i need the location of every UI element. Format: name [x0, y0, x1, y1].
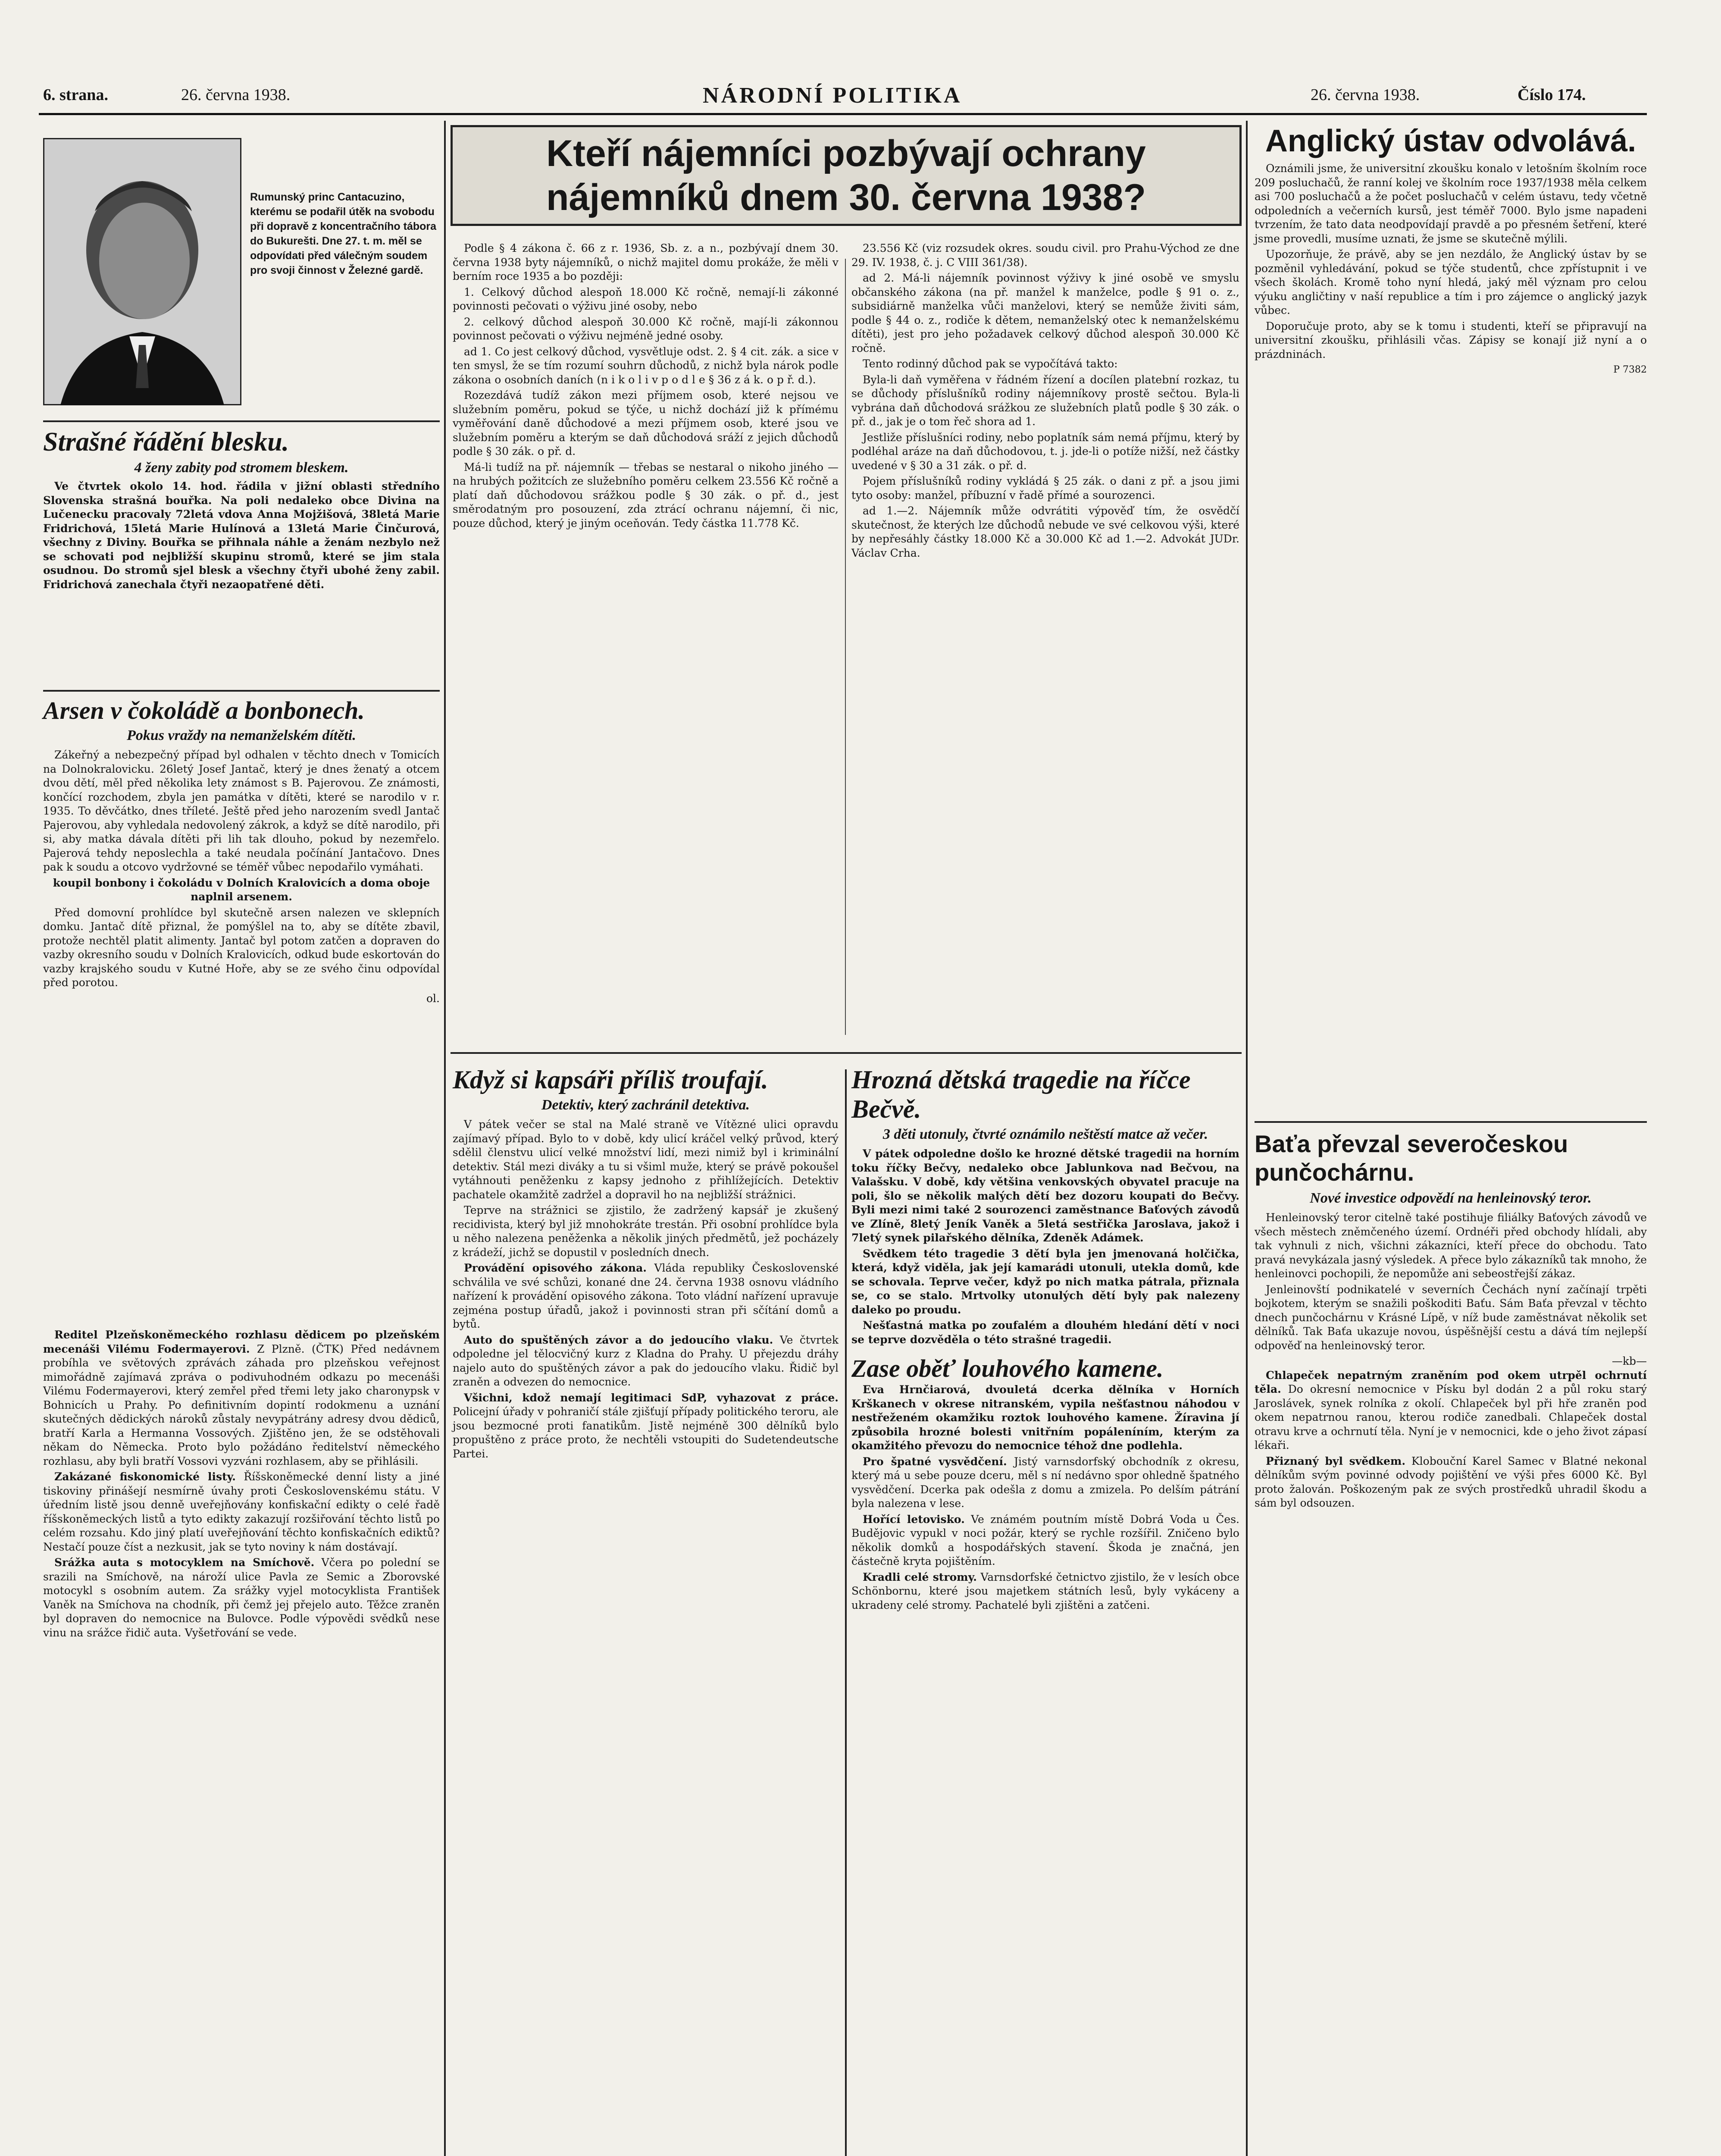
masthead-rule — [39, 113, 1647, 115]
news-item-title: Pro špatné vysvědčení. — [863, 1455, 1007, 1468]
column-rule — [845, 259, 846, 1035]
article-signature: —kb— — [1611, 1355, 1647, 1367]
newspaper-title: NÁRODNÍ POLITIKA — [703, 83, 962, 108]
article-paragraph: Teprve na strážnici se zjistilo, že zadržený kapsář je zkušený recidivista, který byl již mnohokráte trestán. Při osobní prohlídce byla u něho nalezena peněženka a několik jiných předmětů, jež pocházely z krádeží, jichž se dopustil v posledních dnech. — [453, 1204, 839, 1259]
news-item — [43, 1328, 440, 1468]
photo-caption: Rumunský princ Cantacuzino, kterému se podařil útěk na svobodu při dopravě z koncentračního tábora do Bukurešti. Dne 27. t. m. měl se odpovídati před válečným soudem pro svoji činnost v Železné gardě. — [250, 191, 437, 276]
article-bata — [1255, 1130, 1647, 1512]
article-lightning — [43, 427, 440, 592]
column-rule — [1246, 121, 1248, 2156]
article-paragraph: V pátek odpoledne došlo ke hrozné dětské tragedii na horním toku říčky Bečvy, nedaleko obce Jablunkova nad Bečvou, na Valašsku. V době, kdy většina venkovských obyvatel pracuje na poli, šlo se několik malých dětí bez dozoru koupati do Bečvy. Byli mezi nimi také 2 sourozenci zaměstnance Baťových závodů ve Zlíně, 8letý Jeník Vaněk a 5letá sestřička Jaroslava, jakož i 7letý synek pilařského dělníka, Zdeněk Adámek. — [851, 1147, 1239, 1244]
news-item-body: Z Plzně. (ČTK) Před nedávnem probíhla ve světových zprávách záhada pro plzeňskou veřejnost mimořádně zajímavá zpráva o podivuhodném odkazu po mecenáši Vilému Fodermayerovi, který zemřel před třemi lety jako charonypsk v Bohnicích u Prahy. Po definitivním dopintí rodokmenu a uznání skutečných dědických nároků zůstaly nevypátrány adresy dvou dědiců, bratří Karla a Hermanna Vossových. Zjištěno jen, že se odstěhovali někam do Německa. Proto bylo požádáno ředitelství německého rozhlasu, aby byli bratří Vossovi vyzváni rozhlasem, aby se přihlásili. — [43, 1342, 440, 1467]
column-rule — [444, 121, 446, 2156]
article-paragraph: 2. celkový důchod alespoň 30.000 Kč ročně, mají-li zákonnou povinnost pečovati o výživu nejméně jedné osoby. — [453, 315, 839, 342]
news-item-body: Varnsdorfské četnictvo zjistilo, že v lesích obce Schönbornu, které jsou majetkem státních lesů, byly vykáceny a ukradeny celé stromy. Pachatelé byli zjištěni a zatčeni. — [851, 1570, 1239, 1611]
article-paragraph: Svědkem této tragedie 3 dětí byla jen jmenovaná holčička, která, když viděla, jak její kamarádi utonuli, utekla domů, kde se schovala. Teprve večer, když po nich matka pátrala, přiznala se, co se stalo. Mrtvolky utonulých dětí byly pak nalezeny daleko po proudu. — [851, 1247, 1239, 1316]
article-paragraph: Henleinovský teror citelně také postihuje filiálky Baťových závodů ve všech městech zněmčeného území. Ordnéři před obchody hlídali, aby tak vyhnuli z nich, všichni zákazníci, kteří přece do obchodu. Tato pravá nevykázala jasný výsledek. A přece bylo zákazníků tak mnoho, že henleinovci pochopili, že nepomůže ani sebeostřejší zákaz. — [1255, 1211, 1647, 1280]
news-shorts-left — [43, 1328, 440, 1642]
article-paragraph: Zákeřný a nebezpečný případ byl odhalen v těchto dnech v Tomicích na Dolnokralovicku. 26letý Josef Jantač, který je dnes ženatý a otcem dvou dětí, měl před několika lety známost s B. Pajerovou. Ze známosti, končící rozchodem, zbyla jen památka v dítěti, které se narodilo v r. 1935. To děvčátko, dnes tříleté. Ještě před jeho narozením svedl Jantač Pajerovou, aby vyhledala nedovolený zákrok, a když se dítě narodilo, při si, aby matka dávala dítěti při lih tak dlouho, pokud by nezemřelo. Pajerová tehdy neposlechla a také neudala počínání Jantačovo. Dnes pak k soudu a otcovo vydržovné se téměř vůbec nepodařilo vymáhati. — [43, 749, 440, 873]
news-item-title: Zakázané fiskonomické listy. — [54, 1470, 236, 1483]
article-paragraph: Nešťastná matka po zoufalém a dlouhém hledání dětí v noci se teprve dozvěděla o této strašné tragedii. — [851, 1319, 1239, 1346]
news-item — [1255, 1454, 1647, 1510]
article-subtitle: Pokus vraždy na nemanželském dítěti. — [127, 727, 356, 743]
article-paragraph: Doporučuje proto, aby se k tomu i studenti, kteří se připravují na universitní zkoušku, přihlásili včas. Zápisy se konají již nyní a o prázdninách. — [1255, 320, 1647, 360]
article-title: Hrozná dětská tragedie na říčce Bečvě. — [851, 1065, 1191, 1123]
news-item — [851, 1455, 1239, 1511]
article-paragraph: 1. Celkový důchod alespoň 18.000 Kč ročně, nemají-li zákonné povinnosti pečovati o výživu jiné osoby, nebo — [453, 285, 839, 312]
news-item — [851, 1513, 1239, 1569]
tenants-column-1 — [453, 241, 839, 532]
article-subtitle: 3 děti utonuly, čtvrté oznámilo neštěstí matce až večer. — [882, 1126, 1208, 1142]
portrait-photo — [43, 138, 241, 405]
tenants-column-2 — [851, 241, 1239, 562]
article-becva — [851, 1065, 1239, 1614]
news-item-title: Všichni, kdož nemají legitimaci SdP, vyhazovat z práce. — [464, 1391, 839, 1404]
issue-number: Číslo 174. — [1518, 86, 1586, 104]
article-pickpocket — [453, 1065, 839, 1463]
article-paragraph: Má-li tudíž na př. nájemník — třebas se nestaral o nikoho jiného — na hrubých požitcích ze služebního poměru celkem 23.556 Kč ročně a platí daň důchodovou srážkou podle § 30 zák. o př. d., jest směrodatným pro posouzení, zda ztrácí ochranu nájemní, či nic, pouze důchod, který je jiným oceňován. Tedy částka 11.778 Kč. — [453, 461, 839, 530]
news-item-body: Do okresní nemocnice v Písku byl dodán 2 a půl roku starý Jaroslávek, synek rolníka z okolí. Chlapeček byl při hře zraněn pod okem nepatrnou ranou, kterou rodiče zanedbali. Chlapeček dostal otravu krve a ochrnutí těla. Nyní je v nemocnici, kde o jeho život zápasí lékaři. — [1255, 1383, 1647, 1451]
date-right: 26. června 1938. — [1311, 86, 1420, 104]
article-paragraph: Upozorňuje, že právě, aby se jen nezdálo, že Anglický ústav by se pozměnil vyhledávání, pokud se týče studentů, chce zpřístupnit i ve všech školách. Kromě toho nyní hledá, jaký měl význam pro celou výuku angličtiny v naší republice a tím i pro zájemce o anglický jazyk vůbec. — [1255, 248, 1647, 317]
article-title: Anglický ústav odvolává. — [1265, 124, 1637, 158]
photo-item — [43, 138, 440, 418]
masthead — [39, 82, 1647, 112]
article-paragraph: ad 1.—2. Nájemník může odvrátiti výpověď tím, že osvědčí skutečnost, že kterých lze důchodů nebude ve své celkovou výši, které by nepřesáhly částky 18.000 Kč a 30.000 Kč ad 1.—2. Advokát JUDr. Václav Crha. — [851, 505, 1239, 559]
news-item — [43, 1470, 440, 1554]
article-paragraph: Oznámili jsme, že universitní zkoušku konalo v letošním školním roce 209 posluchačů, že ranní kolej ve školním roce 1937/1938 měla celkem asi 700 posluchačů a že počet posluchačů v celém ústavu, tedy včetně odpoledních a večerních kursů, jest téměř 7000. Bylo jsme napadeni tvrzením, že tato data neodpovídají pravdě a po přesném šetření, které jsme provedli, musíme uznati, že jsme se skutečně mýlili. — [1255, 162, 1647, 245]
news-item-body: Eva Hrnčiarová, dvouletá dcerka dělníka v Horních Krškanech v okrese nitranském, vypila nešťastnou náhodou v nestřeženém okamžiku roztok louhového kamene. Žíravina jí způsobila hrozné bolesti vnitřním popáleníním, kterým za okamžitého převozu do nemocnice téhož dne podlehla. — [851, 1383, 1239, 1452]
column-rule — [845, 1069, 847, 2156]
article-paragraph: V pátek večer se stal na Malé straně ve Vítězné ulici opravdu zajímavý případ. Bylo to v době, kdy ulicí kráčel velký průvod, který sdělil členstvu ulicí velké množství lidí, mezi nimiž byl i kriminální detektiv. Stál mezi diváky a tu si všiml muže, který se právě pokoušel vytáhnouti peněženku z kapsy jednoho z přihlížejících. Detektiv pachatele okamžitě zadržel a dopravil ho na nejbližší strážnici. — [453, 1118, 839, 1201]
article-paragraph: Jenleinovští podnikatelé v severních Čechách nyní začínají trpěti bojkotem, kterým se snažili poškoditi Baťu. Sám Baťa převzal v těchto dnech punčochárnu v Krásné Lípě, v níž bude zaměstnávat několik set dělníků. Tak Baťa ukazuje novou, úspěšnější cestu a dává tím nejlepší odpověď na henleinovský teror. — [1255, 1283, 1647, 1352]
news-item — [453, 1391, 839, 1461]
article-signature: ol. — [426, 992, 440, 1005]
article-title: Zase oběť louhového kamene. — [851, 1354, 1164, 1382]
news-item-body: Včera po polední se srazili na Smíchově, na nároží ulice Pavla ze Semic a Zborovské motocykl s osobním autem. Za srážky vyjel motocyklista František Vaněk na Smíchova na chodník, při čemž jej přejelo auto. Těžce zraněn byl dopraven do nemocnice na Bulovce. Podle výpovědi svědků nese vinu na srážce řidič auta. Vyšetřování se vede. — [43, 1556, 440, 1639]
news-item-title: Srážka auta s motocyklem na Smíchově. — [54, 1556, 315, 1569]
article-title: Strašné řádění blesku. — [43, 427, 289, 457]
article-paragraph: ad 2. Má-li nájemník povinnost výživy k jiné osobě ve smyslu občanského zákona (na př. manžel k manželce, podle § 91 o. z., subsidiárně manželka vůči manželovi, který se nemůže živiti sám, podle § 44 o. z., rodiče k dětem, nemanželský otec k nemanželskému dítěti), jest pro jeho požadavek celkový důchod alespoň 30.000 Kč ročně. — [851, 272, 1239, 354]
article-title: Kteří nájemníci pozbývají ochrany nájemníků dnem 30. června 1938? — [451, 125, 1242, 226]
news-item-body: Policejní úřady v pohraničí stále zjišťují případy politického teroru, ale jsou bezmocné proti fanatikům. Jistě nejméně 300 dělníků bylo propuštěno z práce proto, že nechtěli vstoupiti do Sudetendeutsche Partei. — [453, 1405, 839, 1460]
news-item — [43, 1556, 440, 1640]
news-item-title: Kradli celé stromy. — [863, 1570, 977, 1583]
news-item-body: Ve známém poutním místě Dobrá Voda u Čes. Budějovic vypukl v noci požár, který se rychle rozšířil. Zničeno bylo několik domků a hospodářských stavení. Škoda je značná, jen částečně kryta pojištěním. — [851, 1513, 1239, 1567]
article-institute — [1255, 123, 1647, 377]
article-paragraph: Tento rodinný důchod pak se vypočítává takto: — [863, 357, 1118, 370]
news-item-title: Auto do spuštěných závor a do jedoucího vlaku. — [464, 1333, 773, 1346]
article-subtitle: 4 ženy zabity pod stromem bleskem. — [134, 460, 349, 476]
news-item-body: Klobouční Karel Samec v Blatné nekonal dělníkům svým povinné odvody pojištění ve výši přes 6000 Kč. Byl proto žalován. Poškozeným pak ze svých prostředků uhradil škodu a sám byl odsouzen. — [1255, 1454, 1647, 1509]
article-code: P 7382 — [1613, 364, 1647, 375]
article-paragraph: Před domovní prohlídce byl skutečně arsen nalezen ve sklepních domku. Jantač dítě přiznal, že pomýšlel na to, aby se dítěte zbavil, protože nechtěl platit alimenty. Jantač byl potom zatčen a dopraven do vazby okresního soudu v Dolních Kralovicích, odkud bude eskortován do vazby krajského soudu v Kutné Hoře, aby se ze svého činu odpovídal před porotou. — [43, 906, 440, 989]
article-paragraph: Jestliže příslušníci rodiny, nebo poplatník sám nemá příjmu, který by podléhal aráze na daň důchodovou, t. j. jde-li o potíže nižší, než částky uvedené v § 30 a 31 zák. o př. d. — [851, 431, 1239, 472]
news-item-title: Reditel Plzeňskoněmeckého rozhlasu dědicem po plzeňském mecenáši Vilému Fodermayerovi. — [43, 1329, 440, 1355]
article-paragraph: Podle § 4 zákona č. 66 z r. 1936, Sb. z. a n., pozbývají dnem 30. června 1938 byty nájemníků, o nichž majitel domu prokáže, že měli v berním roce 1935 a bo později: — [453, 242, 839, 282]
news-item — [851, 1570, 1239, 1613]
news-item-body: Vláda republiky Československé schválila ve své schůzi, konané dne 24. června 1938 osnovu vládního nařízení k provádění opisového zákona. Toto vládní nařízení upravuje zejména postup úřadů, jakož i povinnosti stran při sčítání domů a bytů. — [453, 1262, 839, 1330]
date-left: 26. června 1938. — [181, 86, 291, 104]
news-item-title: Přiznaný byl svědkem. — [1266, 1454, 1406, 1467]
news-item-title: Hořící letovisko. — [863, 1513, 965, 1526]
news-item — [453, 1333, 839, 1389]
article-emphasis: koupil bonbony i čokoládu v Dolních Kralovicích a doma oboje naplnil arsenem. — [53, 876, 430, 903]
article-paragraph: ad 1. Co jest celkový důchod, vysvětluje odst. 2. § 4 cit. zák. a sice v ten smysl, že se tím rozumí souhrn důchodů, z nichž byla nárok podle zákona o osobních daních (n i k o l i v p o d l e § 36 z á k. o p ř. d.). — [453, 345, 839, 386]
article-paragraph: Pojem příslušníků rodiny vykládá § 25 zák. o dani z př. a jsou jimi tyto osoby: manžel, příbuzní v řadě přímé a sourozenci. — [851, 475, 1239, 501]
article-paragraph: 23.556 Kč (viz rozsudek okres. soudu civil. pro Prahu-Východ ze dne 29. IV. 1938, č. j. C VIII 361/38). — [851, 242, 1239, 269]
news-item-title: Chlapeček nepatrným zraněním pod okem utrpěl ochrnutí těla. — [1255, 1369, 1647, 1395]
news-item — [1255, 1369, 1647, 1453]
news-item-body: Ve čtvrtek odpoledne jel tělocvičný kurz z Kladna do Prahy. U přejezdu dráhy najelo auto do spuštěných závor a pak do jedoucího vlaku. Řidič byl zraněn a odvezen do nemocnice. — [453, 1333, 839, 1388]
section-rule — [43, 420, 440, 422]
section-rule — [1255, 1121, 1647, 1123]
article-title: Když si kapsáři příliš troufají. — [453, 1065, 768, 1094]
article-arsen — [43, 696, 440, 1006]
article-body: Ve čtvrtek okolo 14. hod. řádila v jižní oblasti středního Slovenska strašná bouřka. Na poli nedaleko obce Divina na Lučenecku pracovaly 72letá vdova Anna Mojžišová, 38letá Marie Fridrichová, 15letá Marie Hulínová a 13letá Marie Činčurová, všechny z Diviny. Bouřka se přihnala náhle a ženám nezbylo než se schovati pod nejbližší skupinu stromů, které se jim stala osudnou. Do stromů sjel blesk a všechny čtyři ubohé ženy zabil. Fridrichová zanechala čtyři nezaopatřené děti. — [43, 480, 440, 591]
section-rule — [43, 690, 440, 692]
news-item — [453, 1261, 839, 1332]
article-title: Arsen v čokoládě a bonbonech. — [43, 696, 365, 724]
article-title: Baťa převzal severočeskou punčochárnu. — [1255, 1130, 1568, 1186]
article-paragraph: Byla-li daň vyměřena v řádném řízení a docílen platební rozkaz, tu se důchody příslušníků rodiny nájemníkovy prostě sečtou. Byla-li vybrána daň důchodová srážkou ze služebních platů podle § 30 zák. o př. d., jak je o tom řeč shora ad 1. — [851, 373, 1239, 428]
article-subtitle: Nové investice odpovědí na henleinovský teror. — [1310, 1190, 1592, 1206]
news-item-body: Říšskoněmecké denní listy a jiné tiskoviny přinášejí nesmírně úvahy proti Československému státu. V úředním listě jsou denně uveřejňovány konfiskační edikty o celé řadě říšskoněmeckých listů a tyto edikty zakazují rozšiřování těchto listů po celém rozsahu. Kdo jiný platí uveřejňování těchto konfiskačních ediktů? Nestačí pouze číst a nezkusit, jak se tyto noviny k nám dostávají. — [43, 1470, 440, 1553]
section-rule — [451, 1052, 1242, 1054]
news-item-body: Jistý varnsdorfský obchodník z okresu, který má u sebe pouze dceru, měl s ní nedávno spor ohledně špatného vysvědčení. Dcerka pak odešla z domu a zmizela. Po delším pátrání byla nalezena v lese. — [851, 1455, 1240, 1510]
article-tenants — [451, 125, 1242, 226]
news-item-title: Provádění opisového zákona. — [464, 1262, 647, 1274]
article-paragraph: Rozezdává tudíž zákon mezi příjmem osob, které nejsou ve služebním poměru, pokud se týče, u nichž dochází již k přímému vyměřování daně důchodové a mezi příjmem osob, které jsou ve služebním poměru a kterým se daň důchodová sráží z jejich důchodů podle § 30 zák. o př. d. — [453, 389, 839, 458]
page-number: 6. strana. — [43, 86, 108, 104]
article-subtitle: Detektiv, který zachránil detektiva. — [541, 1097, 750, 1113]
